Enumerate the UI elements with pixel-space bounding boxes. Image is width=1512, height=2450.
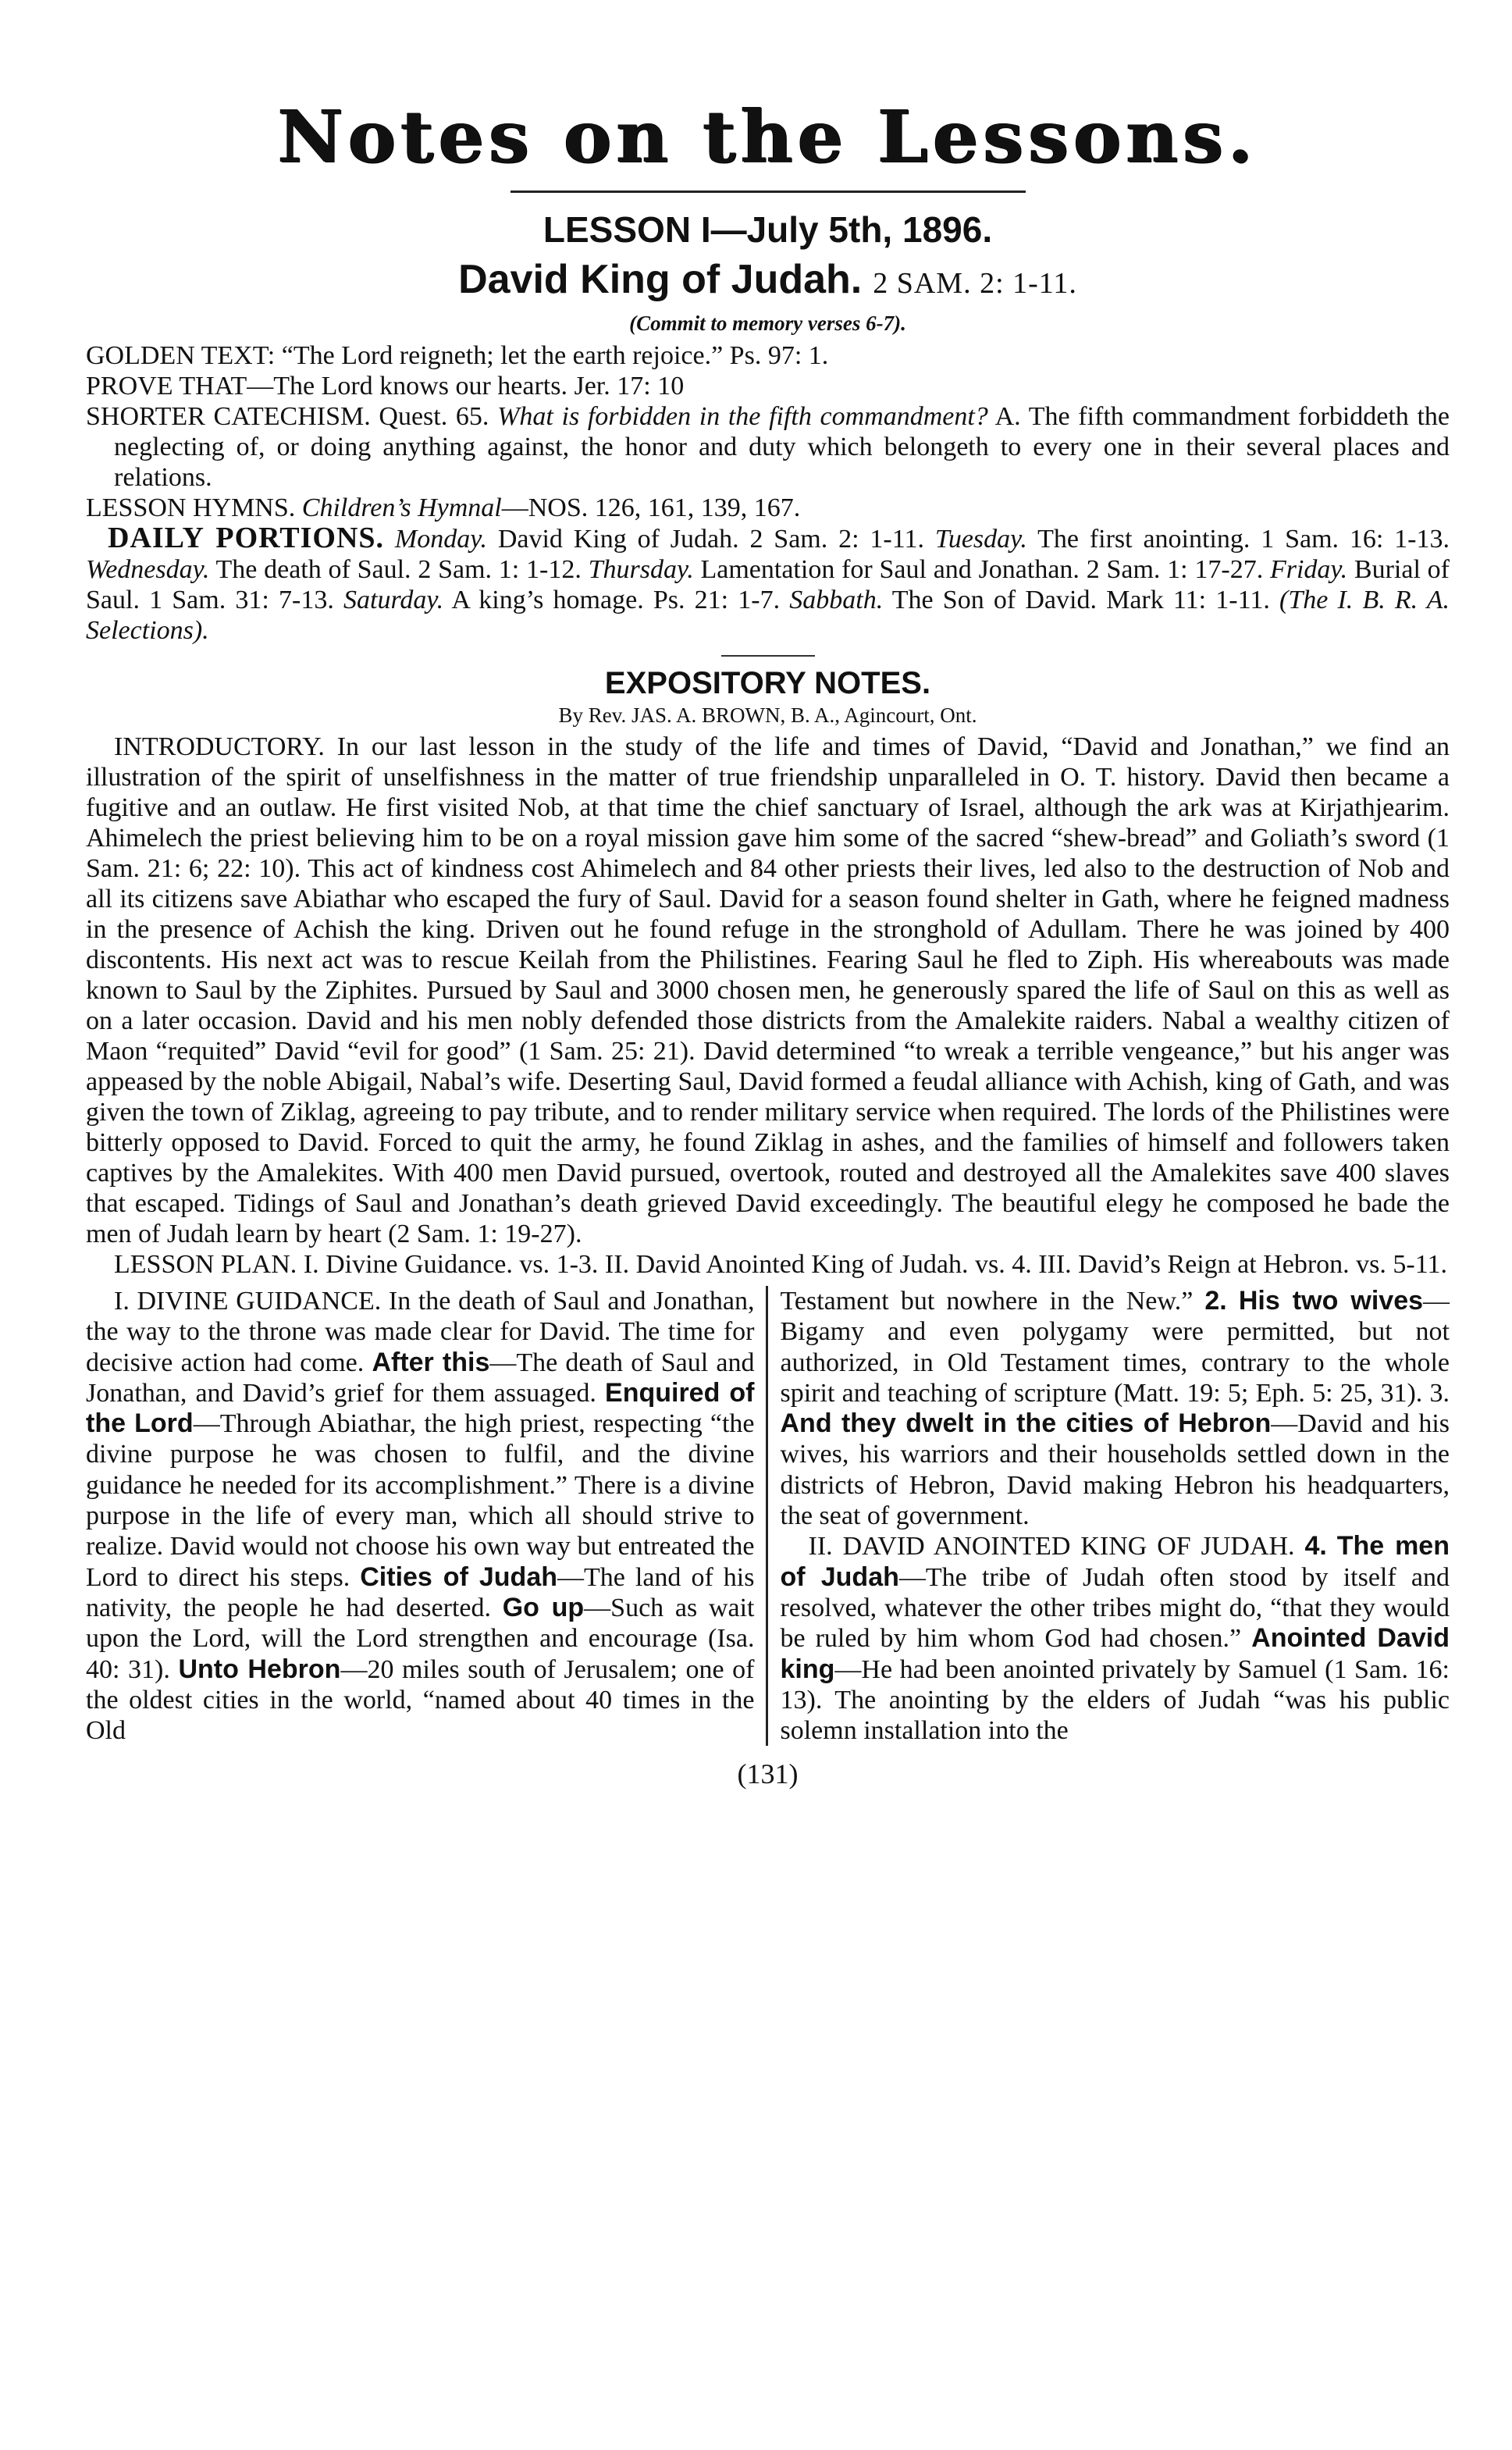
daily-day: Tuesday. [934, 525, 1027, 554]
note-text: —The land of his nativity, the people he had deserted. [86, 1562, 755, 1622]
term-men-of-judah: The men of Judah [780, 1531, 1450, 1592]
note-text: —20 miles south of Jerusalem; one of the oldest cities in the world, “named about 40 times in the Old [86, 1654, 755, 1746]
daily-text: Burial of Saul. 1 Sam. 31: 7-13. [86, 555, 1450, 614]
hymns-book: Children’s Hymnal [301, 493, 502, 522]
term-dwelt-in-cities: And they dwelt in the cities of Hebron [780, 1408, 1272, 1439]
page-number: (131) [737, 1758, 799, 1790]
right-column [768, 1286, 1450, 1746]
left-column [86, 1286, 768, 1746]
daily-day: Friday. [1269, 555, 1348, 584]
introductory-text: In our last lesson in the study of the life and times of David, “David and Jonathan,” we find an illustration of the spirit of unselfishness in the matter of true friendship unparalleled in O. T. history. David then became a fugitive and an outlaw. He first visited Nob, at that time the chief sanctuary of Israel, although the ark was at Kirjathjearim. Ahimelech the priest believing him to be on a royal mission gave him some of the sacred “shew-bread” and Goliath’s sword (1 Sam. 21: 6; 22: 10). This act of kindness cost Ahimelech and 84 other priests their lives, led also to the destruction of Nob and all its citizens save Abiathar who escaped the fury of Saul. David for a season found shelter in Gath, where he feigned madness in the presence of Achish the king. Driven out he found refuge in the stronghold of Adullam. There he was joined by 400 discontents. His next act was to rescue Keilah from the Philistines. Fearing Saul he fled to Ziph. His whereabouts was made known to Saul by the Ziphites. Pursued by Saul and 3000 chosen men, he generously spared the life of Saul on this as well as on a later occasion. David and his men nobly defended those districts from the Amalekite raiders. Nabal a wealthy citizen of Maon “requited” David “evil for good” (1 Sam. 25: 21). David determined “to wreak a terrible vengeance,” but his anger was appeased by the noble Abigail, Nabal’s wife. Deserting Saul, David formed a feudal alliance with Achish, king of Gath, and was given the town of Ziklag, agreeing to pay tribute, and to render military service when required. The lords of the Philistines were bitterly opposed to David. Forced to quit the army, he found Ziklag in ashes, and the families of himself and followers taken captives by the Amalekites. With 400 men David pursued, overtook, routed and destroyed all the Amalekites save 400 slaves that escaped. Tidings of Saul and Jonathan’s death grieved David exceedingly. The beautiful elegy he composed he bade the men of Judah learn by heart (2 Sam. 1: 19-27). [86, 732, 1450, 1248]
term-anointed-david-king: Anointed David king [780, 1623, 1450, 1684]
term-after-this: After this [372, 1347, 490, 1377]
daily-portions-label: DAILY PORTIONS. [108, 522, 385, 554]
anointed-king-label: II. DAVID ANOINTED KING OF JUDAH. [808, 1532, 1295, 1562]
page-banner: Notes on the Lessons. [277, 94, 1258, 179]
term-unto-hebron: Unto Hebron [178, 1654, 341, 1684]
daily-day: Sabbath. [789, 586, 884, 614]
daily-text: David King of Judah. 2 Sam. 2: 1-11. [486, 525, 935, 554]
daily-day: Thursday. [588, 555, 694, 584]
commit-note: (Commit to memory verses 6-7). [629, 312, 906, 335]
verse-number: 3. [1429, 1378, 1450, 1408]
lesson-hymns [86, 493, 1450, 523]
note-text: —Through Abiathar, the high priest, respecting “the divine purpose he was chosen to fulfil, and the divine guidance he needed for its accomplishment.” There is a divine purpose in the life of every man, which all should strive to realize. David would not choose his own way but entreated the Lord to direct his steps. [86, 1409, 755, 1592]
note-text: —He had been anointed privately by Samuel (1 Sam. 16: 13). The anointing by the elders of Judah “was his public solemn installation into the [780, 1654, 1450, 1746]
lesson-plan [86, 1249, 1450, 1280]
daily-text: A king’s homage. Ps. 21: 1-7. [443, 586, 790, 614]
daily-text: The first anointing. 1 Sam. 16: 1-13. [1026, 525, 1450, 554]
term-enquired: Enquired of the Lord [86, 1377, 755, 1439]
daily-day: Saturday. [343, 586, 444, 614]
lesson-subtitle-text: David King of Judah. [458, 257, 863, 302]
note-text: Testament but nowhere in the New.” [780, 1287, 1205, 1316]
note-text: —Such as wait upon the Lord, will the Lord strengthen and encourage (Isa. 40: 31). [86, 1593, 755, 1684]
lesson-plan-label: LESSON PLAN. [114, 1250, 297, 1279]
introductory-label: INTRODUCTORY. [114, 732, 325, 761]
catechism-label: SHORTER CATECHISM. [86, 402, 371, 431]
prove-that [86, 371, 1450, 401]
divine-guidance-paragraph [86, 1286, 755, 1746]
note-text: —The tribe of Judah often stood by itself and resolved, whatever the other tribes might do, “that they would be ruled by him whom God had chosen.” [780, 1562, 1450, 1654]
lesson-plan-text: I. Divine Guidance. vs. 1-3. II. David Anointed King of Judah. vs. 4. III. David’s Reign at Hebron. vs. 5-11. [297, 1250, 1447, 1279]
daily-text: Lamentation for Saul and Jonathan. 2 Sam. 1: 17-27. [693, 555, 1270, 584]
prove-that-body: —The Lord knows our hearts. Jer. 17: 10 [247, 372, 685, 401]
golden-text [86, 340, 1450, 371]
lesson-subtitle [86, 254, 1450, 309]
golden-text-label: GOLDEN TEXT: [86, 341, 276, 370]
lesson-title: LESSON I—July 5th, 1896. [543, 209, 993, 250]
prove-that-label: PROVE THAT [86, 372, 247, 401]
two-column-notes [86, 1286, 1450, 1746]
divine-guidance-label: I. DIVINE GUIDANCE. [114, 1287, 382, 1316]
hymns-label: LESSON HYMNS. [86, 493, 296, 522]
title-rule [511, 191, 1026, 193]
term-go-up: Go up [502, 1592, 585, 1622]
daily-text: The death of Saul. 2 Sam. 1: 1-12. [209, 555, 589, 584]
lesson-reference: 2 SAM. 2: 1-11. [873, 267, 1077, 300]
byline: By Rev. JAS. A. BROWN, B. A., Agincourt, Ont. [558, 703, 977, 727]
shorter-catechism [86, 401, 1450, 493]
term-cities-of-judah: Cities of Judah [360, 1562, 557, 1592]
term-two-wives: His two wives [1238, 1286, 1424, 1316]
catechism-question: What is forbidden in the fifth commandment? [497, 402, 988, 431]
catechism-answer: A. The fifth commandment forbiddeth the neglecting of, or doing anything against, the honor and duty which belongeth to every one in their several places and relations. [114, 402, 1450, 492]
expository-heading: EXPOSITORY NOTES. [604, 666, 931, 700]
section-rule [721, 655, 815, 657]
note-text: —The death of Saul and Jonathan, and David’s grief for them assuaged. [86, 1348, 755, 1408]
introductory-paragraph [86, 732, 1450, 1249]
daily-day: Monday. [394, 525, 487, 554]
daily-portions [86, 523, 1450, 646]
daily-day: Wednesday. [86, 555, 210, 584]
golden-text-body: “The Lord reigneth; let the earth rejoice.” Ps. 97: 1. [281, 341, 829, 370]
note-text: —Bigamy and even polygamy were permitted, but not authorized, in Old Testament times, contrary to the whole spirit and teaching of scripture (Matt. 19: 5; Eph. 5: 25, 31). [780, 1287, 1450, 1408]
verse-number: 4. [1304, 1531, 1327, 1562]
daily-selections: (The I. B. R. A. Selections). [86, 586, 1450, 645]
note-text: In the death of Saul and Jonathan, the way to the throne was made clear for David. The time for decisive action had come. [86, 1287, 755, 1377]
note-text: —David and his wives, his warriors and their households settled down in the districts of Hebron, David making Hebron his headquarters, the seat of government. [780, 1409, 1450, 1531]
two-wives-paragraph [781, 1286, 1450, 1531]
verse-number: 2. [1204, 1286, 1227, 1316]
catechism-quest: Quest. 65. [379, 402, 489, 431]
anointed-king-paragraph [781, 1531, 1450, 1746]
hymns-numbers: —NOS. 126, 161, 139, 167. [501, 493, 801, 522]
daily-text: The Son of David. Mark 11: 1-11. [883, 586, 1279, 614]
